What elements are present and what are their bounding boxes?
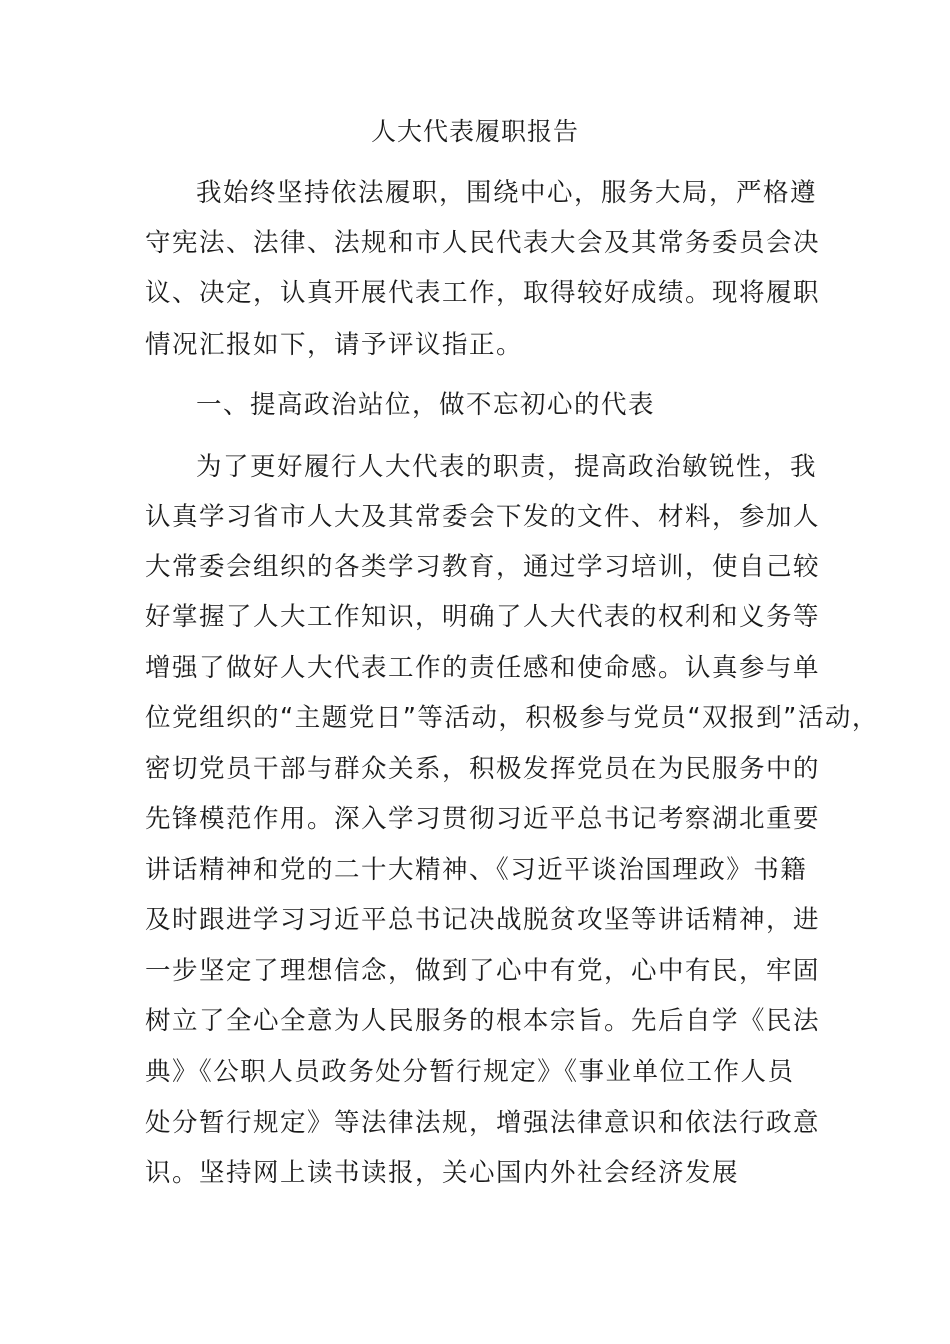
text-line-6: 为了更好履行人大代表的职责，提高政治敏锐性，我 bbox=[196, 452, 818, 482]
text-line-19: 处分暂行规定》等法律法规，增强法律意识和依法行政意 bbox=[145, 1108, 821, 1138]
text-line-14: 讲话精神和党的二十大精神、《习近平谈治国理政》书籍 bbox=[145, 855, 808, 885]
text-line-10: 增强了做好人大代表工作的责任感和使命感。认真参与单 bbox=[145, 653, 821, 683]
text-line-20: 识。坚持网上读书读报，关心国内外社会经济发展 bbox=[145, 1158, 740, 1188]
document-title: 人大代表履职报告 bbox=[370, 117, 579, 146]
text-line-1: 我始终坚持依法履职，围绕中心，服务大局，严格遵 bbox=[196, 178, 818, 208]
text-line-11: 位党组织的“主题党日”等活动，积极参与党员“双报到”活动， bbox=[145, 703, 879, 733]
text-line-12: 密切党员干部与群众关系，积极发挥党员在为民服务中的 bbox=[145, 754, 821, 784]
text-line-2: 守宪法、法律、法规和市人民代表大会及其常务委员会决 bbox=[145, 228, 821, 258]
section-heading-1: 一、提高政治站位，做不忘初心的代表 bbox=[196, 390, 656, 420]
text-line-9: 好掌握了人大工作知识，明确了人大代表的权利和义务等 bbox=[145, 602, 821, 632]
text-line-7: 认真学习省市人大及其常委会下发的文件、材料，参加人 bbox=[145, 502, 821, 532]
text-line-16: 一步坚定了理想信念，做到了心中有党，心中有民，牢固 bbox=[145, 956, 821, 986]
text-line-8: 大常委会组织的各类学习教育，通过学习培训，使自己较 bbox=[145, 552, 821, 582]
text-line-18: 典》《公职人员政务处分暂行规定》《事业单位工作人员 bbox=[145, 1057, 795, 1087]
text-line-4: 情况汇报如下，请予评议指正。 bbox=[145, 330, 524, 360]
text-line-17: 树立了全心全意为人民服务的根本宗旨。先后自学《民法 bbox=[145, 1006, 821, 1036]
text-line-15: 及时跟进学习习近平总书记决战脱贫攻坚等讲话精神，进 bbox=[145, 905, 821, 935]
text-line-3: 议、决定，认真开展代表工作，取得较好成绩。现将履职 bbox=[145, 278, 821, 308]
text-line-13: 先锋模范作用。深入学习贯彻习近平总书记考察湖北重要 bbox=[145, 804, 821, 834]
